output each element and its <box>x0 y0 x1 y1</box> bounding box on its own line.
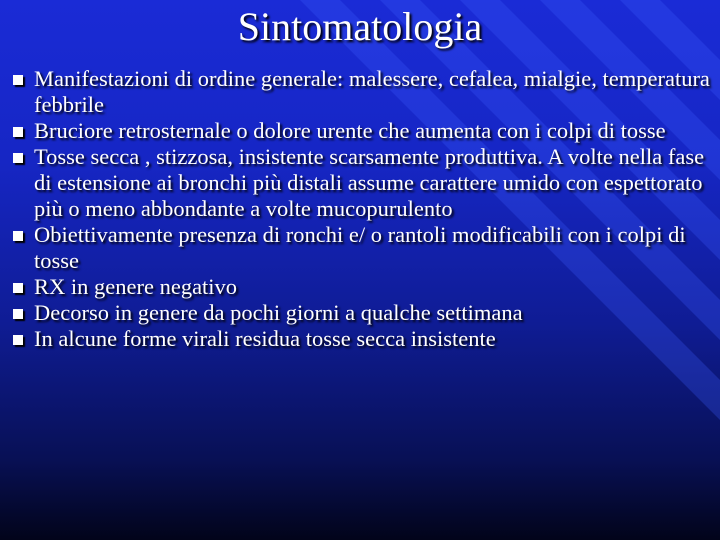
bullet-item <box>10 66 710 118</box>
square-bullet-icon <box>13 127 23 137</box>
slide-title: Sintomatologia <box>237 4 483 49</box>
square-bullet-icon <box>13 283 23 293</box>
bullet-item <box>10 222 710 274</box>
bullet-item <box>10 144 710 222</box>
bullet-text: RX in genere negativo <box>34 274 238 299</box>
bullet-item <box>10 326 710 352</box>
bullet-list <box>10 66 710 352</box>
bullet-item <box>10 300 710 326</box>
bullet-text: In alcune forme virali residua tosse secca insistente <box>34 326 496 351</box>
square-bullet-icon <box>13 153 23 163</box>
square-bullet-icon <box>13 309 23 319</box>
bullet-text: Tosse secca , stizzosa, insistente scarsamente produttiva. A volte nella fase di estensione ai bronchi più distali assume carattere umido con espettorato più o meno abbondante a volte mucopurulento <box>34 144 705 221</box>
square-bullet-icon <box>13 231 23 241</box>
bullet-item <box>10 274 710 300</box>
bullet-text: Manifestazioni di ordine generale: malessere, cefalea, mialgie, temperatura febbrile <box>34 66 710 117</box>
bullet-text: Bruciore retrosternale o dolore urente che aumenta con i colpi di tosse <box>34 118 666 143</box>
bullet-item <box>10 118 710 144</box>
bullet-text: Decorso in genere da pochi giorni a qualche settimana <box>34 300 523 325</box>
square-bullet-icon <box>13 75 23 85</box>
square-bullet-icon <box>13 335 23 345</box>
bullet-text: Obiettivamente presenza di ronchi e/ o rantoli modificabili con i colpi di tosse <box>34 222 686 273</box>
